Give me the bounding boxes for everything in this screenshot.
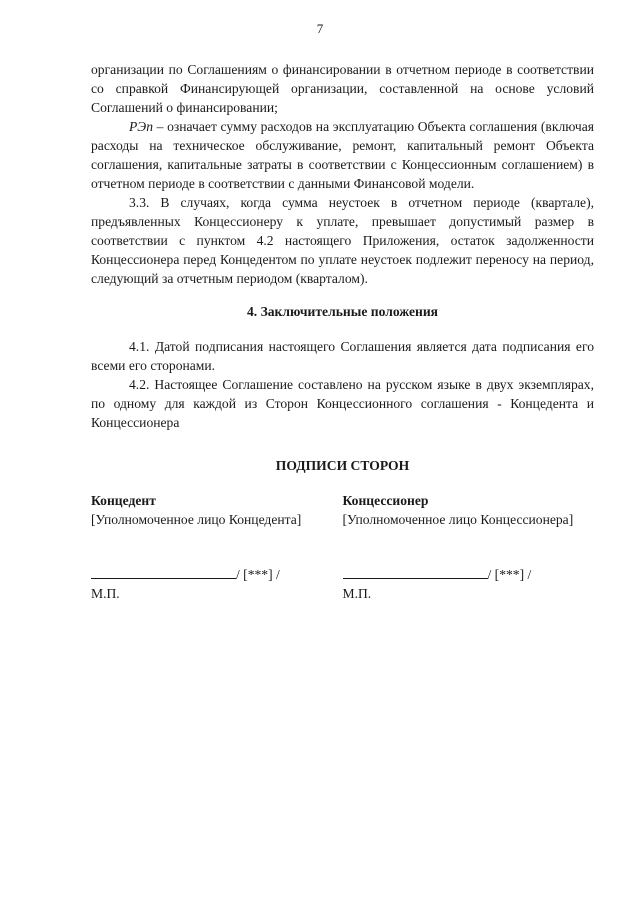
document-body xyxy=(91,60,594,603)
paragraph-4-1: 4.1. Датой подписания настоящего Соглашения является дата подписания его всеми его сторонами. xyxy=(91,339,594,373)
concessionaire-signature-underline xyxy=(343,566,488,579)
concedent-authorized-person: [Уполномоченное лицо Концедента] xyxy=(91,512,302,527)
concessionaire-stamp-label: М.П. xyxy=(342,586,372,601)
paragraph-financing-organizations: организации по Соглашениям о финансировании в отчетном периоде в соответствии со справкой Финансирующей организации, составленной на основе условий Соглашений о финансировании; xyxy=(91,62,594,115)
concedent-party-label: Концедент xyxy=(91,493,156,508)
concedent-signature-line xyxy=(91,565,343,584)
concessionaire-signature-line xyxy=(343,565,595,584)
concedent-stamp-label: М.П. xyxy=(91,586,120,601)
concedent-name-placeholder: / [***] / xyxy=(236,567,280,582)
concessionaire-authorized-person: [Уполномоченное лицо Концессионера] xyxy=(342,512,574,527)
signature-concessionaire xyxy=(343,491,595,603)
signatures-title: ПОДПИСИ СТОРОН xyxy=(275,458,410,473)
rep-definition-text: – означает сумму расходов на эксплуатацию Объекта соглашения (включая расходы на техническое обслуживание, ремонт, капитальный ремонт Объекта соглашения, капитальные затраты в соответствии с Концессионным соглашением) в отчетном периоде в соответствии с данными Финансовой модели. xyxy=(91,119,594,191)
signature-concedent xyxy=(91,491,343,603)
concessionaire-name-placeholder: / [***] / xyxy=(487,567,532,582)
section-4-title: 4. Заключительные положения xyxy=(246,304,439,319)
paragraph-4-2: 4.2. Настоящее Соглашение составлено на русском языке в двух экземплярах, по одному для каждой из Сторон Концессионного соглашения - Концедента и Концессионера xyxy=(91,377,594,430)
paragraph-rep-definition xyxy=(91,117,594,193)
concessionaire-party-label: Концессионер xyxy=(342,493,429,508)
paragraph-3-3: 3.3. В случаях, когда сумма неустоек в отчетном периоде (квартале), предъявленных Концессионеру к уплате, превышает допустимый размер в соответствии с пунктом 4.2 настоящего Приложения, остаток задолженности Концессионера перед Концедентом по уплате неустоек подлежит переносу на период, следующий за отчетным периодом (кварталом). xyxy=(91,195,594,286)
rep-term: РЭп xyxy=(129,119,154,134)
signature-block xyxy=(91,491,594,603)
concedent-signature-underline xyxy=(91,566,236,579)
page-number: 7 xyxy=(316,21,324,36)
